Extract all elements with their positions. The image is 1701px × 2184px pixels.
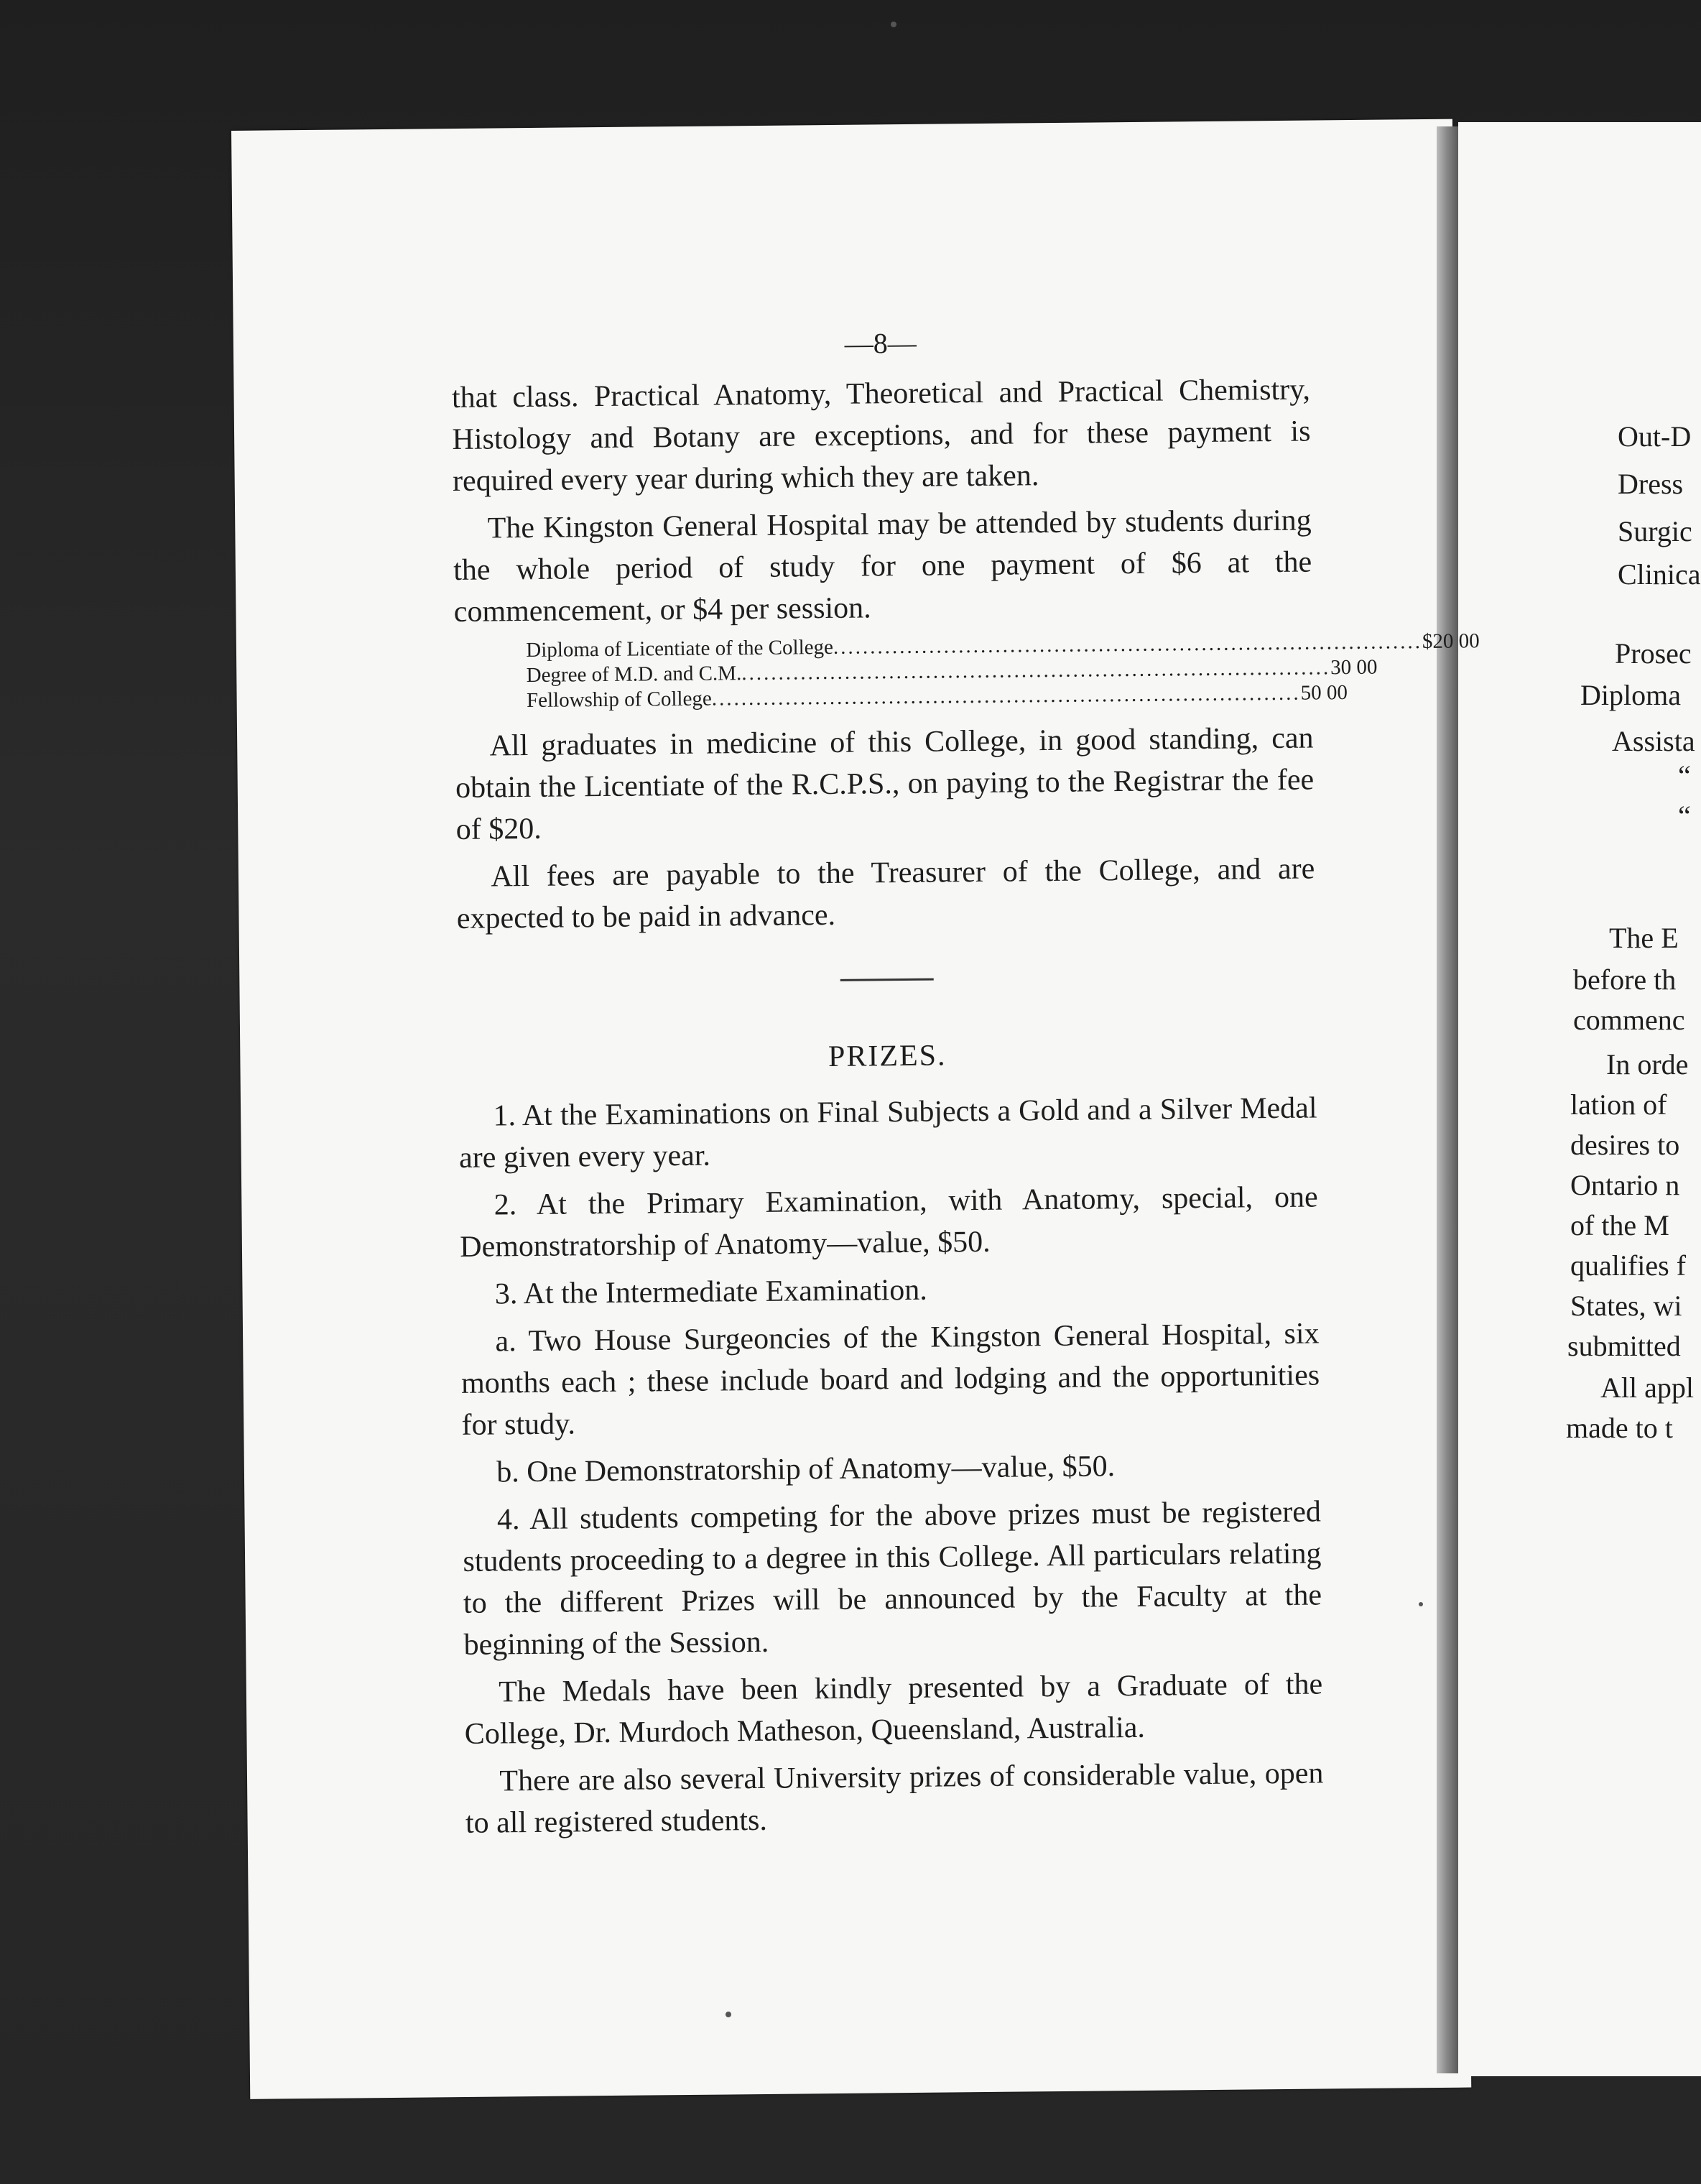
dot-leader: ................................................................................ [711,681,1301,711]
fee-label: Degree of M.D. and C.M. [526,662,742,688]
left-page-text [451,319,1480,1850]
right-page-line: Assista [1612,725,1695,757]
right-page-line: “ [1678,759,1691,792]
right-page-line: Prosec [1615,637,1692,670]
right-page-line: before th [1573,963,1677,996]
right-page-line: Diploma [1580,679,1681,711]
prize-item: 4. All students competing for the above prizes must be registered students proceeding to a degree in this College. All particulars relating to the different Prizes will be announced by the Faculty at the beginning of the Session. [463,1495,1322,1662]
dot-leader: ................................................................................ [741,656,1331,685]
fee-label: Fellowship of College [526,687,712,713]
right-page-line: lation of [1570,1088,1667,1121]
right-page-line: All appl [1600,1371,1694,1404]
paragraph: The Kingston General Hospital may be attended by students during the whole period of study for one payment of $6 at the commencement, or $4 per session. [453,504,1312,629]
right-page-line: In orde [1606,1048,1689,1081]
dust-speck [891,22,896,27]
dot-leader: ................................................................................ [833,630,1423,659]
right-page-line: The E [1609,922,1679,954]
prize-item: 2. At the Primary Examination, with Anatomy, special, one Demonstratorship of Anatomy—value, $50. [460,1180,1318,1264]
fee-label: Diploma of Licentiate of the College [526,635,834,662]
right-page-line: desires to [1570,1129,1680,1161]
right-page-line: States, wi [1570,1290,1682,1322]
fee-value: 50 00 [1300,681,1348,705]
prize-item: 1. At the Examinations on Final Subjects a Gold and a Silver Medal are given every year. [458,1091,1317,1175]
dust-speck [1419,1602,1423,1606]
paragraph: All fees are payable to the Treasurer of the College, and are expected to be paid in advance. [456,852,1315,935]
prize-item: 3. At the Intermediate Examination. [494,1273,927,1311]
dust-speck [726,2012,731,2017]
paragraph: that class. Practical Anatomy, Theoretical and Practical Chemistry, Histology and Botany are exceptions, and for these payment is required every year during which they are taken. [451,373,1311,498]
right-page-line: made to t [1566,1412,1673,1444]
book-gutter [1437,126,1458,2073]
fee-table [526,629,1480,713]
right-page-line: Surgic [1618,515,1692,547]
right-page-line: submitted [1567,1330,1681,1362]
right-page-line: “ [1678,800,1691,832]
right-page-line: Ontario n [1570,1169,1680,1201]
right-page-line: Clinica [1618,558,1701,591]
right-page-line: Dress [1618,468,1684,500]
prize-item: The Medals have been kindly presented by a Graduate of the College, Dr. Murdoch Matheson, Queensland, Australia. [464,1667,1323,1751]
section-title-prizes: PRIZES. [828,1039,947,1074]
paragraph: All graduates in medicine of this College, in good standing, can obtain the Licentiate of the R.C.P.S., on paying to the Registrar the fee of $20. [455,721,1315,846]
prize-item: a. Two House Surgeoncies of the Kingston General Hospital, six months each ; these include board and lodging and the opportunities for study. [460,1317,1320,1442]
right-page-line: of the M [1570,1209,1669,1241]
fee-value: $20 00 [1422,629,1480,654]
section-divider [840,978,933,981]
prize-item: b. One Demonstratorship of Anatomy—value, $50. [496,1450,1116,1489]
right-page-line: qualifies f [1570,1249,1687,1282]
prize-item: There are also several University prizes of considerable value, open to all registered students. [465,1757,1324,1840]
page-number: —8— [844,326,917,360]
right-page-line: Out-D [1618,420,1692,453]
fee-value: 30 00 [1330,655,1378,680]
right-page-line: commenc [1573,1004,1685,1036]
